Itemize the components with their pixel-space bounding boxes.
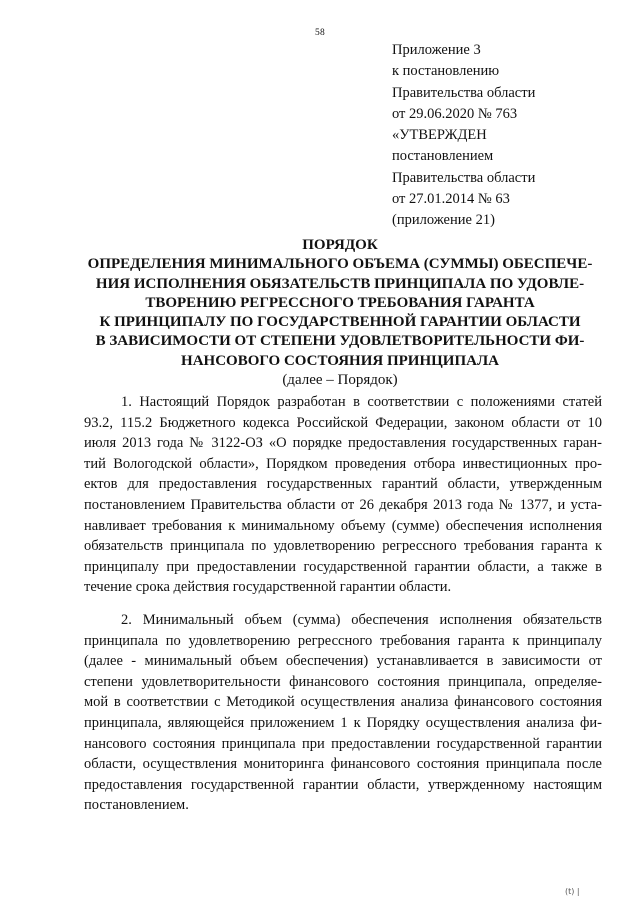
approved-line: Правительства области: [392, 169, 536, 186]
appendix-line: Приложение 3: [392, 42, 481, 58]
paragraph-2: [84, 610, 602, 816]
paragraph-line: тий Вологодской области», Порядком проведения отбора инвестиционных про-: [84, 455, 602, 472]
approved-line: (приложение 21): [392, 212, 495, 229]
paragraph-line: течение срока действия государственной гарантии области.: [84, 579, 452, 596]
approved-line: постановлением: [392, 148, 494, 165]
paragraph-line: ектов для предоставления государственных гарантий области, утвержденным: [84, 476, 602, 493]
paragraph-1: [84, 392, 602, 598]
paragraph-line: степени удовлетворительности финансового состояния принципала, определяе-: [84, 673, 602, 690]
title-line: К ПРИНЦИПАЛУ ПО ГОСУДАРСТВЕННОЙ ГАРАНТИИ ОБЛАСТИ: [99, 314, 581, 331]
paragraph-line: принципалу при предоставлении государственной гарантии области, а также в: [84, 558, 602, 575]
document-title: [60, 236, 620, 390]
title-line: ТВОРЕНИЮ РЕГРЕССНОГО ТРЕБОВАНИЯ ГАРАНТА: [145, 294, 535, 311]
paragraph-line: области, осуществления мониторинга финансового состояния принципала после: [84, 756, 602, 773]
appendix-block: [392, 40, 535, 125]
approved-line: от 27.01.2014 № 63: [392, 190, 510, 207]
paragraph-line: предоставления государственной гарантии области, утвержденному настоящим: [84, 776, 602, 793]
approved-block: [392, 125, 535, 231]
paragraph-line: принципала по удовлетворению регрессного требования гаранта к принципалу: [84, 632, 602, 649]
paragraph-line: обязательств принципала по удовлетворению регрессного требования гаранта к: [84, 538, 602, 555]
paragraph-line: (далее - минимальный объем обеспечения) устанавливается в зависимости от: [84, 653, 602, 670]
appendix-line: к постановлению: [392, 63, 500, 80]
paragraph-line: 1. Настоящий Порядок разработан в соответствии с положениями статей: [121, 394, 602, 410]
paragraph-line: постановлением.: [84, 797, 189, 814]
title-subtitle: (далее – Порядок): [282, 372, 398, 389]
page-number: 58: [314, 28, 326, 38]
paragraph-line: постановлением Правительства области от 26 декабря 2013 года № 1377, и уста-: [84, 496, 602, 513]
paragraph-line: навливает требования к минимальному объему (сумме) обеспечения исполнения: [84, 517, 602, 534]
paragraph-line: июля 2013 года № 3122-ОЗ «О порядке предоставления государственных гаран-: [84, 435, 602, 452]
paragraph-line: нансового состояния принципала при предоставлении государственной гарантии: [84, 735, 602, 752]
title-line: НИЯ ИСПОЛНЕНИЯ ОБЯЗАТЕЛЬСТВ ПРИНЦИПАЛА ПО УДОВЛЕ-: [95, 275, 585, 292]
title-heading: ПОРЯДОК: [302, 237, 378, 253]
appendix-line: Правительства области: [392, 84, 536, 101]
title-line: В ЗАВИСИМОСТИ ОТ СТЕПЕНИ УДОВЛЕТВОРИТЕЛЬНОСТИ ФИ-: [95, 333, 585, 350]
approved-line: «УТВЕРЖДЕН: [392, 127, 487, 143]
appendix-line: от 29.06.2020 № 763: [392, 105, 518, 122]
title-line: ОПРЕДЕЛЕНИЯ МИНИМАЛЬНОГО ОБЪЕМА (СУММЫ) ОБЕСПЕЧЕ-: [87, 256, 593, 273]
paragraph-line: мой в соответствии с Методикой осуществления анализа финансового состояния: [84, 694, 602, 711]
paragraph-line: принципала, являющейся приложением 1 к Порядку осуществления анализа фи-: [84, 714, 602, 731]
paragraph-line: 93.2, 115.2 Бюджетного кодекса Российской Федерации, законом области от 10: [84, 414, 602, 431]
title-line: НАНСОВОГО СОСТОЯНИЯ ПРИНЦИПАЛА: [181, 352, 499, 369]
paragraph-line: 2. Минимальный объем (сумма) обеспечения исполнения обязательств: [121, 612, 602, 628]
corner-mark: (t) |: [565, 887, 580, 896]
